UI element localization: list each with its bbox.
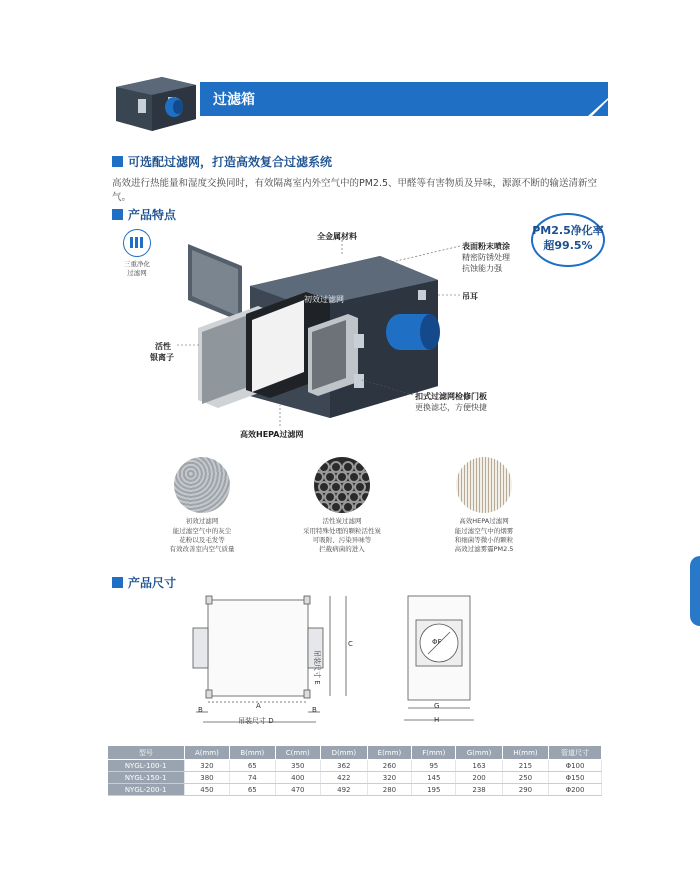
pm25-badge-line1: PM2.5净化率 [532, 224, 604, 237]
table-cell: NYGL-100-1 [108, 760, 185, 772]
table-cell: 238 [456, 784, 503, 796]
table-cell: 200 [456, 772, 503, 784]
table-cell: Φ150 [549, 772, 602, 784]
callout-door-desc: 更换滤芯，方便快捷 [415, 403, 487, 412]
callout-ion-1: 活性 [155, 342, 171, 351]
filter-carbon-desc: 采用特殊处理的颗粒活性炭 可吸附、污染异味等 拦截病菌的进入 [303, 527, 381, 553]
table-cell: 65 [230, 760, 275, 772]
table-cell: 400 [275, 772, 321, 784]
callout-lug: 吊耳 [462, 292, 478, 301]
table-row [108, 760, 602, 772]
table-cell: 280 [367, 784, 412, 796]
side-edge-tab [690, 556, 700, 626]
callout-coating-title: 表面粉末喷涂 [462, 242, 510, 251]
callout-coating-1: 精密防锈处理 [462, 253, 510, 262]
table-cell: 350 [275, 760, 321, 772]
callout-coating-2: 抗蚀能力强 [462, 264, 502, 273]
table-header-cell: E(mm) [367, 746, 412, 760]
callout-primary: 初效过滤网 [304, 295, 344, 304]
filter-carbon-name: 活性炭过滤网 [322, 517, 362, 525]
table-cell: 65 [230, 784, 275, 796]
table-cell: 163 [456, 760, 503, 772]
filter-primary-name: 初效过滤网 [185, 517, 219, 525]
table-cell: 250 [502, 772, 548, 784]
table-cell: 320 [367, 772, 412, 784]
table-cell: 95 [412, 760, 456, 772]
dim-h: H [434, 716, 440, 724]
table-cell: 450 [184, 784, 229, 796]
table-header-cell: 管道尺寸 [549, 746, 602, 760]
spec-table-header [108, 746, 602, 760]
table-header-cell: G(mm) [456, 746, 503, 760]
table-cell: 380 [184, 772, 229, 784]
dim-f: ΦF [432, 638, 442, 646]
filter-hepa-name: 高效HEPA过滤网 [459, 517, 509, 525]
table-header-cell: F(mm) [412, 746, 456, 760]
section1-desc: 高效进行热能量和湿度交换同时，有效隔离室内外空气中的PM2.5、甲醛等有害物质及异味，源源不断的输送清新空气。 [112, 178, 598, 203]
table-header-cell: A(mm) [184, 746, 229, 760]
callout-door-title: 扣式过滤网检修门板 [415, 392, 487, 401]
table-cell: NYGL-150-1 [108, 772, 185, 784]
section2-title: 产品特点 [128, 208, 177, 222]
table-cell: 422 [321, 772, 367, 784]
table-cell: 74 [230, 772, 275, 784]
table-cell: 290 [502, 784, 548, 796]
triple-filter-label: 三重净化 过滤网 [124, 260, 150, 277]
table-cell: 215 [502, 760, 548, 772]
table-cell: Φ100 [549, 760, 602, 772]
section1-title: 可选配过滤网，打造高效复合过滤系统 [128, 155, 333, 169]
table-cell: 362 [321, 760, 367, 772]
table-header-cell: B(mm) [230, 746, 275, 760]
table-cell: 320 [184, 760, 229, 772]
dim-e: 吊装尺寸 E [313, 650, 321, 685]
table-header-cell: C(mm) [275, 746, 321, 760]
callout-metal: 全金属材料 [317, 232, 357, 241]
filter-hepa-desc: 能过滤空气中的烟雾 和细菌等微小的颗粒 高效过滤雾霾PM2.5 [454, 527, 514, 553]
dim-b-right: B [312, 706, 317, 714]
callout-ion-2: 银离子 [150, 353, 174, 362]
dim-g: G [434, 702, 440, 710]
filter-primary-desc: 能过滤空气中的灰尘 花粉以及毛发等 有效改善室内空气质量 [169, 527, 235, 553]
table-cell: 260 [367, 760, 412, 772]
page-title: 过滤箱 [213, 92, 255, 108]
table-header-cell: H(mm) [502, 746, 548, 760]
dim-a: A [256, 702, 261, 710]
pm25-badge-line2: 超99.5% [543, 239, 593, 252]
table-header-cell: D(mm) [321, 746, 367, 760]
dim-d: 吊装尺寸 D [238, 717, 274, 725]
dim-c: C [348, 640, 353, 648]
table-cell: Φ200 [549, 784, 602, 796]
table-cell: 470 [275, 784, 321, 796]
table-cell: NYGL-200-1 [108, 784, 185, 796]
table-header-cell: 型号 [108, 746, 185, 760]
table-cell: 195 [412, 784, 456, 796]
table-row [108, 784, 602, 796]
spec-table [107, 745, 602, 796]
dim-b-left: B [198, 706, 203, 714]
table-cell: 145 [412, 772, 456, 784]
section3-title: 产品尺寸 [128, 576, 177, 590]
table-cell: 492 [321, 784, 367, 796]
table-row [108, 772, 602, 784]
callout-hepa: 高效HEPA过滤网 [240, 430, 304, 439]
